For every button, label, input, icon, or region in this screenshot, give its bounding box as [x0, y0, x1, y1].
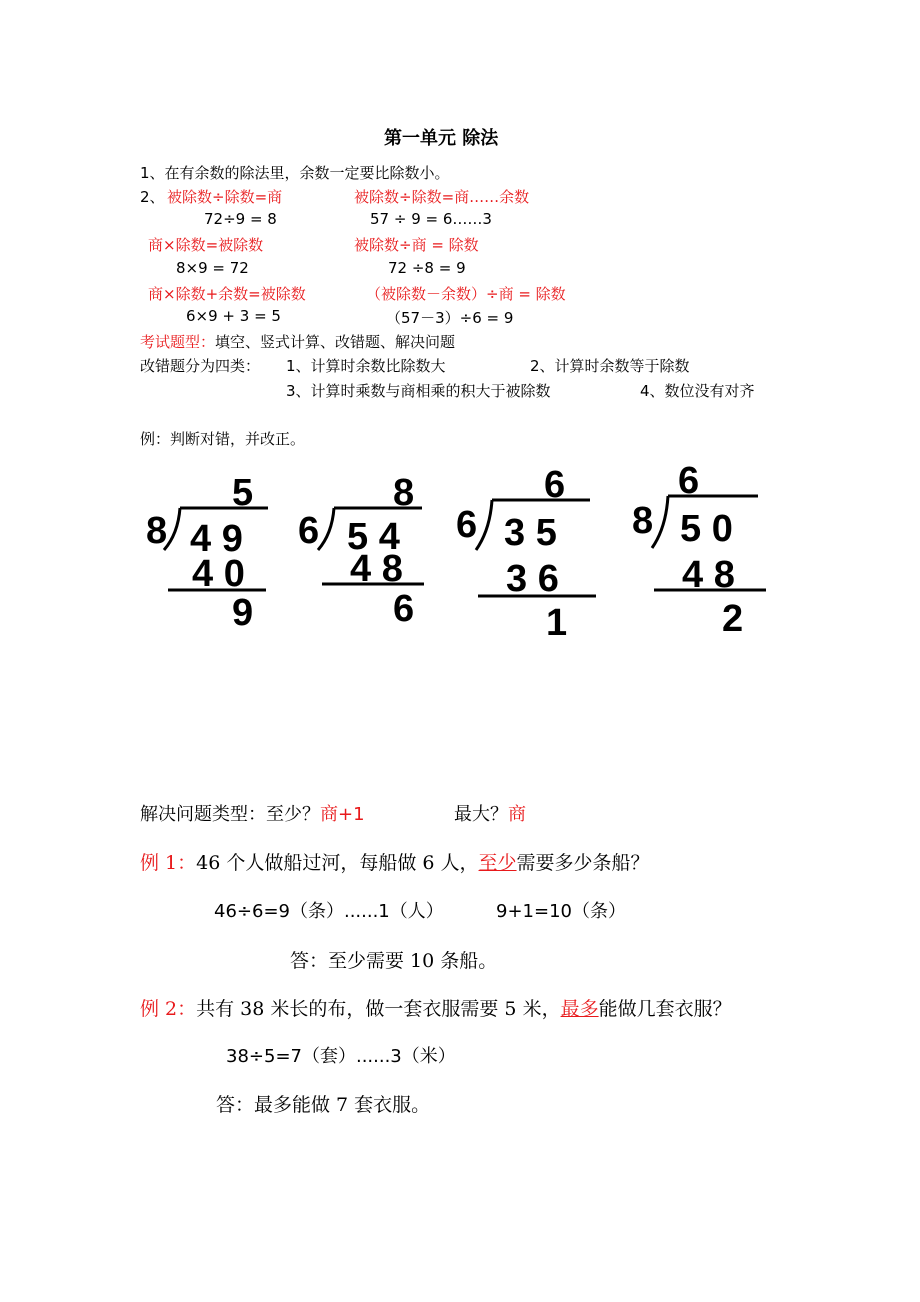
exam-types [140, 331, 455, 352]
error-type-3: 3、计算时乘数与商相乘的积大于被除数 [286, 382, 551, 400]
rule-2-left: 被除数÷除数=商 [167, 188, 283, 206]
example-1-text-a: 46 个人做船过河，每船做 6 人， [196, 852, 479, 874]
example-1-calc-a: 46÷6=9（条）......1（人） [214, 901, 444, 922]
remainder: 1 [546, 602, 568, 644]
example-intro: 例：判断对错，并改正。 [140, 430, 306, 448]
exam-types-label: 考试题型： [140, 333, 216, 351]
divisor: 6 [456, 504, 478, 546]
rule-4-right: （被除数－余数）÷商 = 除数 [366, 285, 566, 303]
example-2-keyword: 最多 [560, 998, 599, 1020]
dividend: 5 0 [680, 508, 733, 550]
divisor: 6 [298, 510, 320, 552]
rule-3-right: 被除数÷商 = 除数 [354, 236, 479, 254]
product: 3 6 [506, 558, 559, 600]
dividend: 3 5 [504, 512, 557, 554]
example-2-right: 72 ÷8 = 9 [388, 259, 466, 277]
least-answer: 商+1 [320, 804, 365, 825]
product: 4 0 [192, 553, 245, 595]
example-1-left: 72÷9 = 8 [204, 210, 277, 228]
subtraction-line [478, 594, 598, 600]
example-1-text-b: 需要多少条船？ [516, 852, 650, 874]
divisor: 8 [632, 500, 654, 542]
example-1-label: 例 1： [140, 852, 197, 874]
quotient: 5 [232, 472, 254, 514]
error-types-label: 改错题分为四类： [140, 357, 261, 375]
dividend: 4 9 [190, 518, 243, 560]
example-1-right: 57 ÷ 9 = 6……3 [370, 210, 492, 228]
rule-2-prefix: 2、 [140, 188, 165, 206]
remainder: 2 [722, 598, 744, 640]
example-1-keyword: 至少 [478, 852, 517, 874]
dividend: 5 4 [347, 516, 400, 558]
example-2-left: 8×9 = 72 [176, 259, 249, 277]
example-2-answer: 答：最多能做 7 套衣服。 [216, 1094, 431, 1116]
example-2-text-b: 能做几套衣服？ [598, 998, 732, 1020]
error-type-4: 4、数位没有对齐 [640, 382, 755, 400]
page-title: 第一单元 除法 [384, 128, 499, 149]
divisor: 8 [146, 510, 168, 552]
subtraction-line [654, 588, 768, 594]
error-type-2: 2、计算时余数等于除数 [530, 357, 690, 375]
example-2-calc: 38÷5=7（套）......3（米） [226, 1046, 456, 1067]
example-2-question [140, 994, 732, 1021]
rule-3-left: 商×除数=被除数 [148, 236, 264, 254]
rule-4-left: 商×除数+余数=被除数 [148, 285, 306, 303]
rule-1: 1、在有余数的除法里，余数一定要比除数小。 [140, 164, 450, 182]
problem-types-label: 解决问题类型： [140, 804, 266, 825]
example-1-question [140, 848, 650, 875]
example-2-text-a: 共有 38 米长的布，做一套衣服需要 5 米， [196, 998, 561, 1020]
example-3-right: （57－3）÷6 = 9 [386, 309, 514, 327]
least-question: 至少？ [266, 804, 320, 825]
quotient: 8 [393, 472, 415, 514]
remainder: 9 [232, 592, 254, 634]
product: 4 8 [682, 554, 735, 596]
quotient: 6 [544, 464, 566, 506]
problem-types [140, 800, 365, 826]
product: 4 8 [350, 548, 403, 590]
error-type-1: 1、计算时余数比除数大 [286, 357, 446, 375]
most-question: 最大？ [454, 804, 508, 825]
example-3-left: 6×9 + 3 = 5 [186, 307, 281, 325]
most-answer: 商 [508, 804, 526, 825]
quotient: 6 [678, 460, 700, 502]
remainder: 6 [393, 588, 415, 630]
most-type [454, 800, 526, 826]
example-1-calc-b: 9+1=10（条） [496, 901, 626, 922]
example-1-answer: 答：至少需要 10 条船。 [290, 950, 498, 972]
exam-types-text: 填空、竖式计算、改错题、解决问题 [215, 333, 456, 351]
rule-2-right: 被除数÷除数=商……余数 [354, 188, 530, 206]
example-2-label: 例 2： [140, 998, 197, 1020]
